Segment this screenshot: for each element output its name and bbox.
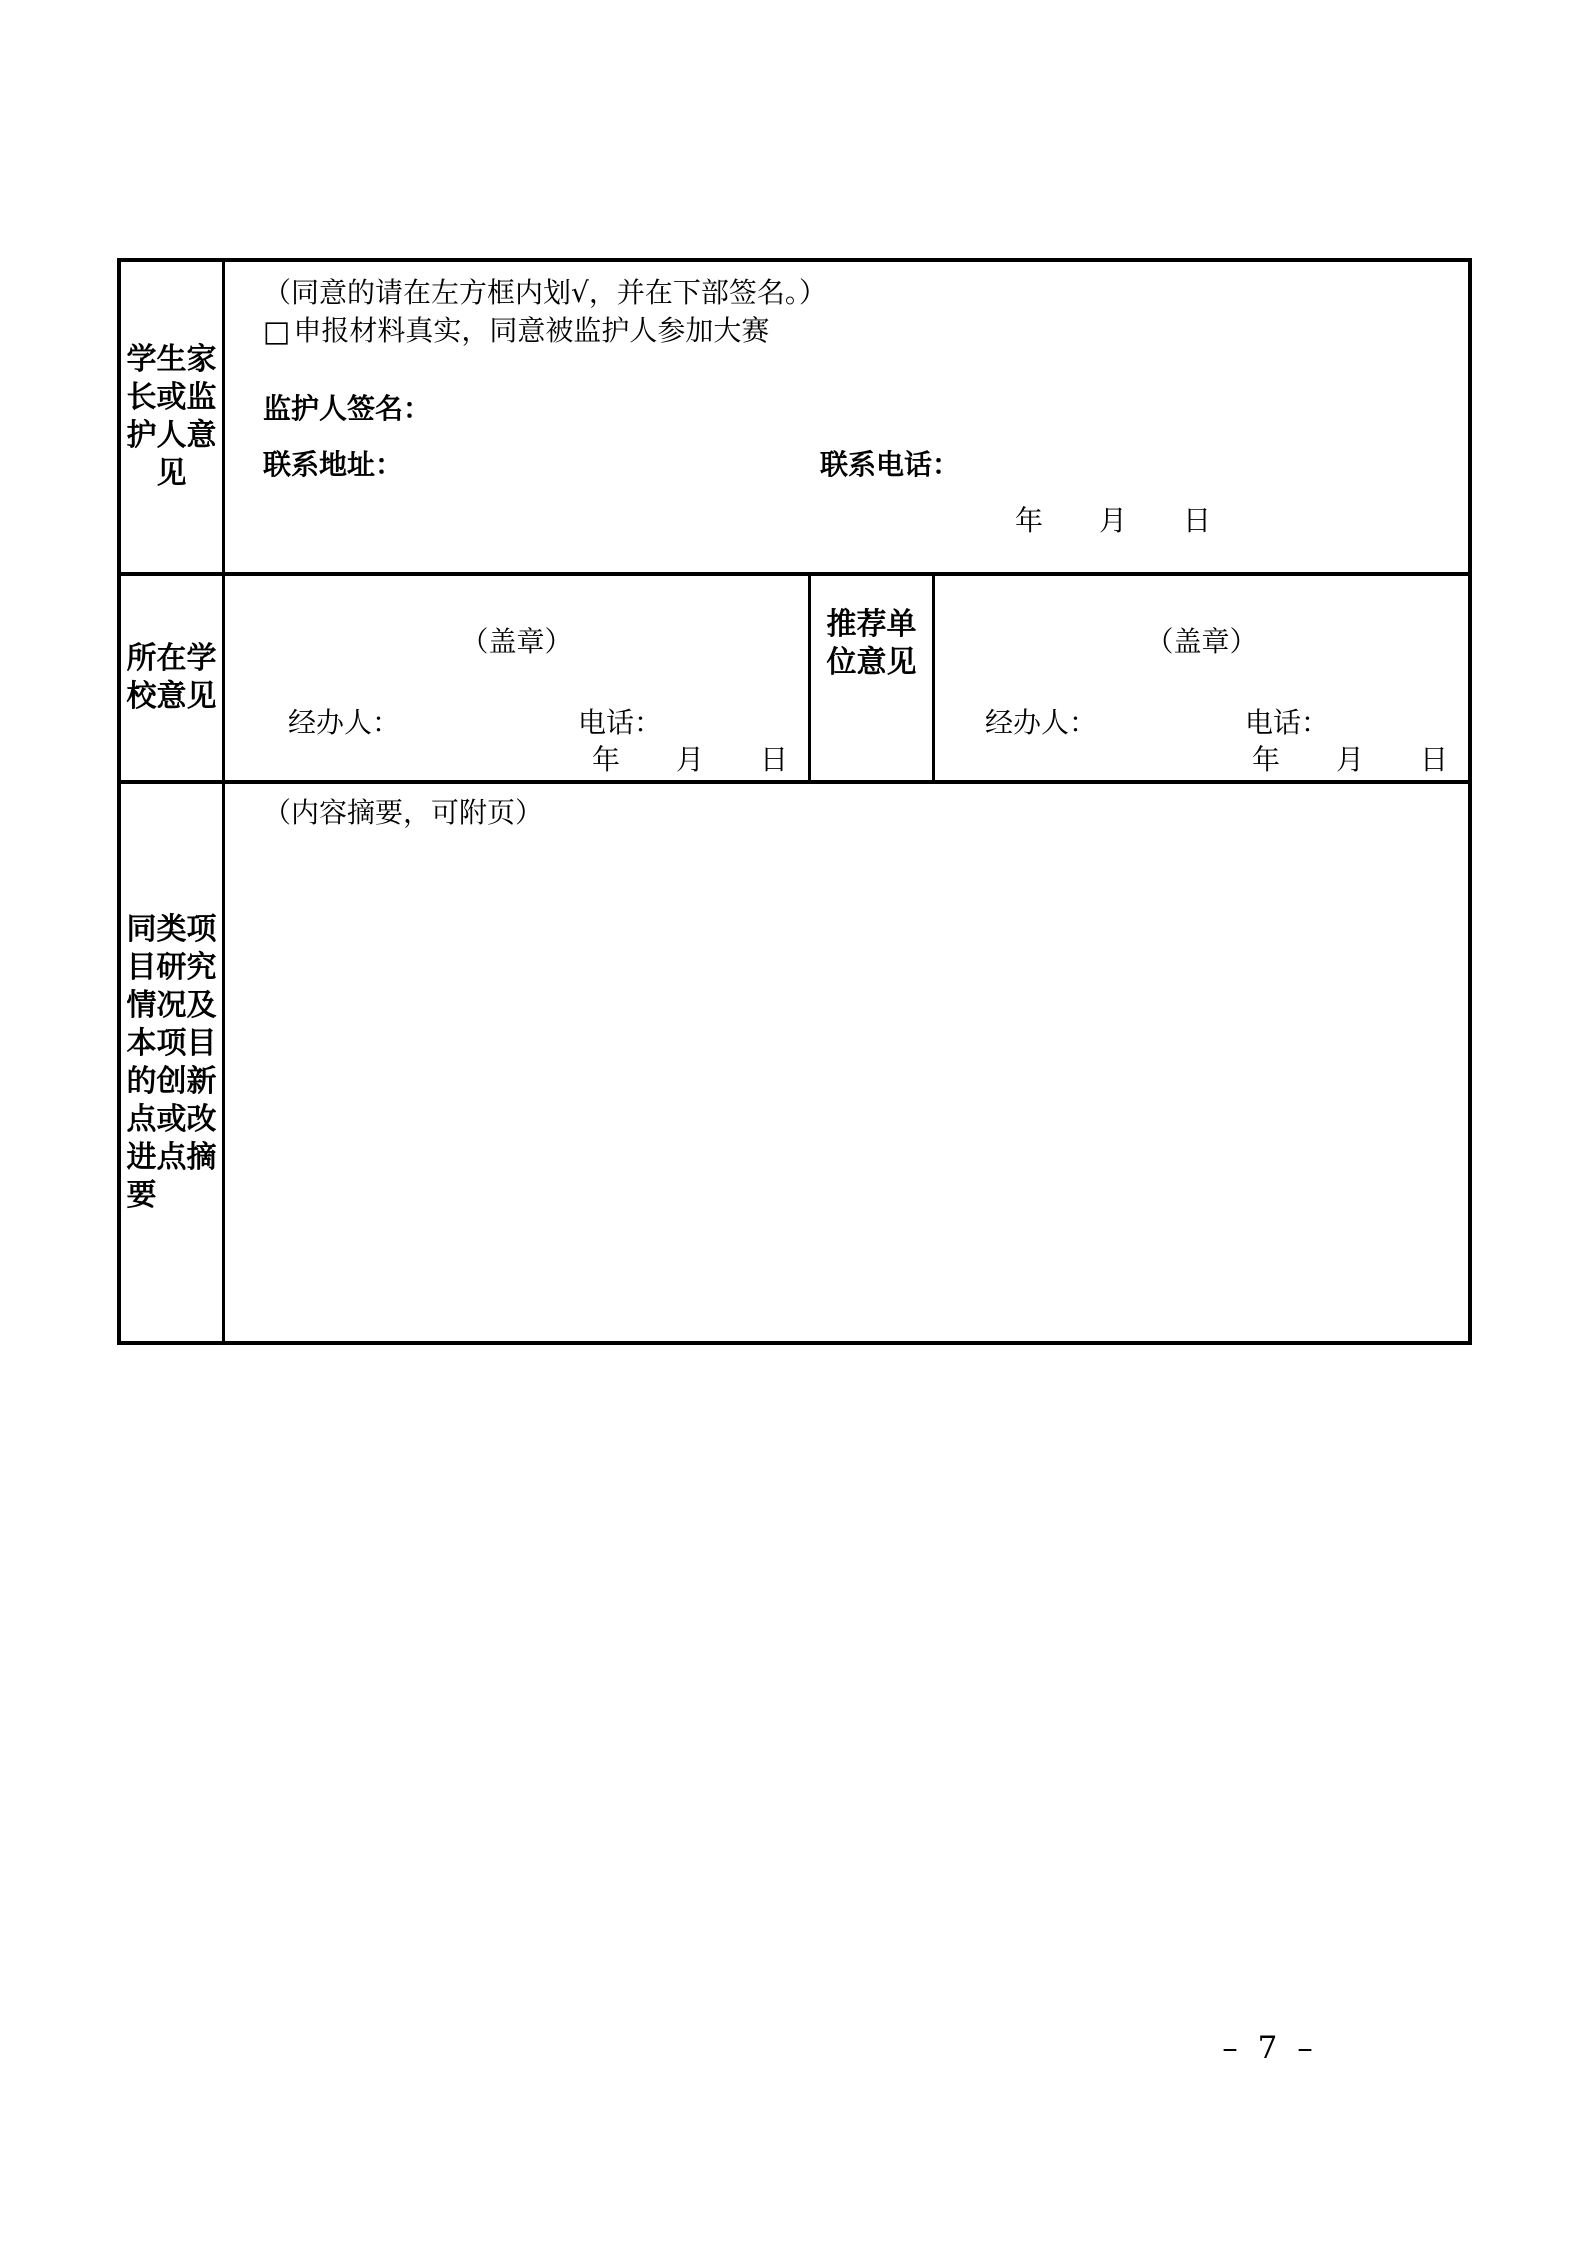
recommender-phone-label: 电话： xyxy=(1245,706,1330,739)
summary-row xyxy=(121,780,1468,1341)
consent-checkbox[interactable]: □ xyxy=(263,314,291,348)
contact-address-label: 联系地址： xyxy=(263,448,404,481)
declaration-line xyxy=(263,314,769,348)
school-opinion-header: 所在学校意见 xyxy=(126,641,217,714)
guardian-opinion-header: 学生家长或监护人意见 xyxy=(126,342,217,491)
application-form-table xyxy=(117,258,1472,1345)
guardian-opinion-row xyxy=(121,262,1468,572)
summary-note: （内容摘要，可附页） xyxy=(263,796,544,829)
declaration-text: 申报材料真实，同意被监护人参加大赛 xyxy=(293,314,770,347)
guardian-signature-label: 监护人签名： xyxy=(263,392,432,425)
recommender-date-placeholder: 年 月 日 xyxy=(1251,743,1448,776)
contact-phone-label: 联系电话： xyxy=(820,448,961,481)
school-seal-label: （盖章） xyxy=(460,625,573,658)
guardian-opinion-header-cell xyxy=(121,262,225,572)
recommender-opinion-content-cell xyxy=(935,576,1468,780)
guardian-date-placeholder: 年 月 日 xyxy=(1015,504,1212,537)
summary-header-cell xyxy=(121,784,225,1341)
opinions-row xyxy=(121,572,1468,780)
school-opinion-header-cell xyxy=(121,576,225,780)
school-date-placeholder: 年 月 日 xyxy=(591,743,788,776)
recommender-seal-label: （盖章） xyxy=(1145,625,1258,658)
summary-header: 同类项目研究情况及本项目的创新点或改进点摘要 xyxy=(126,911,217,1213)
school-opinion-content-cell xyxy=(225,576,811,780)
school-agent-label: 经办人： xyxy=(288,706,401,739)
guardian-opinion-content-cell xyxy=(225,262,1468,572)
recommender-opinion-header-cell xyxy=(811,576,935,780)
consent-instruction: （同意的请在左方框内划√，并在下部签名。） xyxy=(263,276,827,309)
summary-content-cell xyxy=(225,784,1468,1341)
school-phone-label: 电话： xyxy=(578,706,663,739)
recommender-agent-label: 经办人： xyxy=(985,706,1098,739)
page-number: – 7 – xyxy=(1222,2030,1318,2066)
recommender-opinion-header: 推荐单位意见 xyxy=(826,607,917,680)
